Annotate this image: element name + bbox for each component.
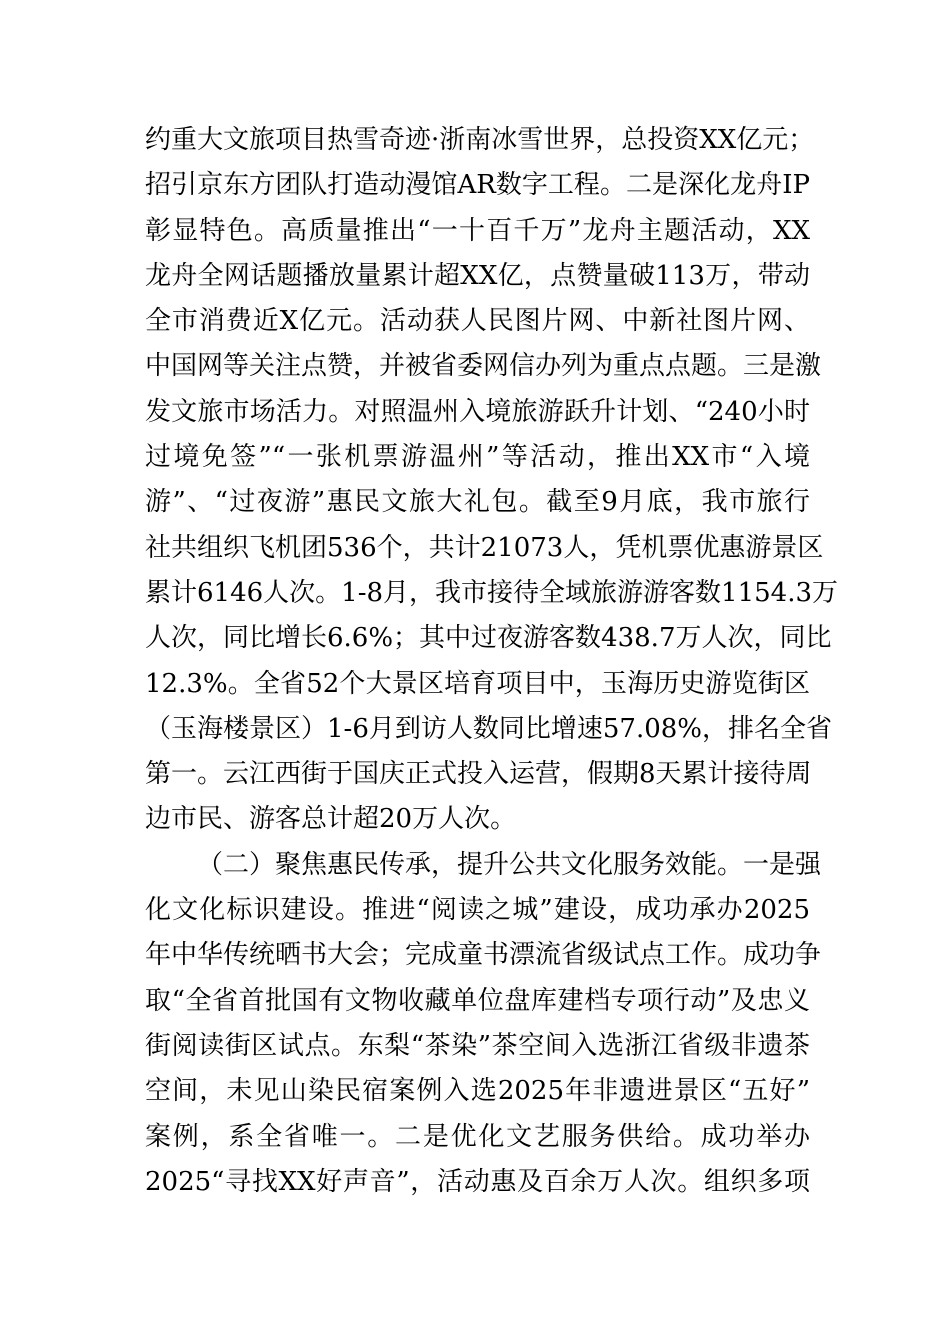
body-text xyxy=(145,118,839,1205)
text-line: 招引京东方团队打造动漫馆AR数字工程。二是深化龙舟IP xyxy=(145,170,810,201)
text-line: 年中华传统晒书大会；完成童书漂流省级试点工作。成功争 xyxy=(145,940,822,971)
text-line: 人次，同比增长6.6%；其中过夜游客数438.7万人次，同比 xyxy=(145,623,832,654)
paragraph-tourism xyxy=(145,118,839,843)
text-line: 化文化标识建设。推进“阅读之城”建设，成功承办2025 xyxy=(145,895,810,926)
text-line: 社共组织飞机团536个，共计21073人，凭机票优惠游景区 xyxy=(145,532,824,563)
text-line: 案例，系全省唯一。二是优化文艺服务供给。成功举办 xyxy=(145,1121,810,1152)
text-line: 游”、“过夜游”惠民文旅大礼包。截至9月底，我市旅行 xyxy=(145,487,810,518)
text-line: 中国网等关注点赞，并被省委网信办列为重点点题。三是激 xyxy=(145,351,822,382)
text-line: 街阅读街区试点。东梨“茶染”茶空间入选浙江省级非遗茶 xyxy=(145,1030,810,1061)
text-line: 累计6146人次。1-8月，我市接待全域旅游游客数1154.3万 xyxy=(145,577,839,608)
text-line: 边市民、游客总计超20万人次。 xyxy=(145,804,517,835)
paragraph-public-culture xyxy=(145,843,822,1205)
text-line: 发文旅市场活力。对照温州入境旅游跃升计划、“240小时 xyxy=(145,396,810,427)
text-line: 过境免签”“一张机票游温州”等活动，推出XX市“入境 xyxy=(145,442,810,473)
text-line: 彰显特色。高质量推出“一十百千万”龙舟主题活动，XX xyxy=(145,215,810,246)
text-line: 2025“寻找XX好声音”，活动惠及百余万人次。组织多项 xyxy=(145,1166,810,1197)
text-line: 约重大文旅项目热雪奇迹·浙南冰雪世界，总投资XX亿元； xyxy=(145,125,815,155)
text-line: 全市消费近X亿元。活动获人民图片网、中新社图片网、 xyxy=(145,306,810,337)
text-line: 12.3%。全省52个大景区培育项目中，玉海历史游览街区 xyxy=(145,668,810,699)
text-line: （玉海楼景区）1-6月到访人数同比增速57.08%，排名全省 xyxy=(145,713,833,744)
section-heading-line: （二）聚焦惠民传承，提升公共文化服务效能。一是强 xyxy=(197,849,822,880)
text-line: 取“全省首批国有文物收藏单位盘库建档专项行动”及忠义 xyxy=(145,985,810,1016)
text-line: 第一。云江西街于国庆正式投入运营，假期8天累计接待周 xyxy=(145,759,812,790)
text-line: 空间，未见山染民宿案例入选2025年非遗进景区“五好” xyxy=(145,1076,810,1107)
text-line: 龙舟全网话题播放量累计超XX亿，点赞量破113万，带动 xyxy=(145,260,810,291)
